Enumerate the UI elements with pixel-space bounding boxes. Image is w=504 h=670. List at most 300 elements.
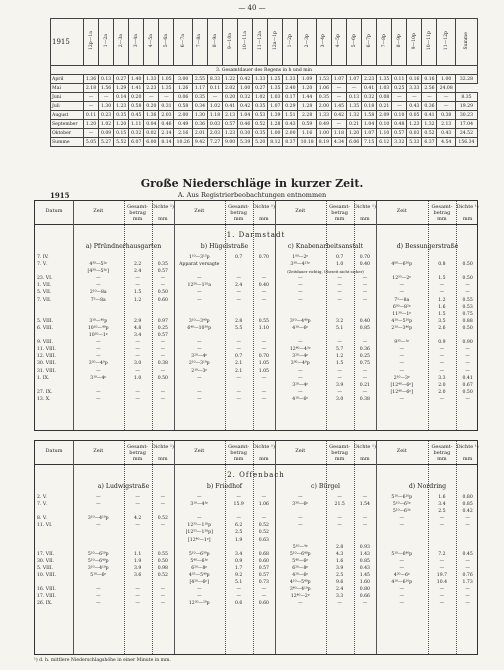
density-cell: 0.21 bbox=[359, 382, 370, 388]
hour-column-label: 2—3a bbox=[118, 34, 124, 48]
time-cell: 10¹⁰—⁴⁰p bbox=[87, 325, 109, 331]
duration-value: 0.21 bbox=[377, 102, 392, 111]
page-number: — 40 — bbox=[238, 4, 266, 12]
duration-value: 3.33 bbox=[407, 84, 422, 93]
density-cell: 0.93 bbox=[359, 544, 370, 550]
amount-cell: — bbox=[135, 347, 140, 353]
density-cell: 0.73 bbox=[258, 580, 269, 586]
amount-cell: 0.7 bbox=[234, 354, 243, 360]
date-cell: 10. VIII. bbox=[37, 573, 56, 579]
amount-cell: — bbox=[135, 502, 140, 508]
duration-value: 0.18 bbox=[362, 102, 377, 111]
table-row bbox=[35, 312, 477, 319]
amount-cell: 2.5 bbox=[438, 509, 446, 515]
duration-value: — bbox=[347, 84, 362, 93]
amount-cell: — bbox=[236, 375, 241, 381]
duration-value: 7.15 bbox=[362, 138, 377, 147]
amount-cell: 3.4 bbox=[133, 333, 142, 339]
datum-header: Datum bbox=[45, 208, 63, 214]
date-cell: 31. VIII. bbox=[37, 368, 56, 374]
date-cell: 12. VIII. bbox=[37, 354, 56, 360]
hour-column-header bbox=[159, 19, 174, 66]
duration-value: 0.05 bbox=[407, 111, 422, 120]
time-cell: — bbox=[399, 523, 405, 529]
amount-cell: — bbox=[236, 347, 241, 353]
time-cell: — bbox=[297, 297, 303, 303]
time-cell: — bbox=[399, 594, 405, 600]
gesamtbetrag-header: Gesamt-betrag bbox=[127, 444, 149, 456]
time-cell: [4²⁰—6ᵖ] bbox=[189, 580, 210, 586]
date-cell: 30. VII. bbox=[37, 558, 55, 564]
amount-cell: 0.8 bbox=[438, 262, 446, 268]
amount-cell: 2.9 bbox=[133, 318, 142, 324]
page-title: Große Niederschläge in kurzer Zeit. bbox=[140, 177, 364, 190]
time-cell: 3³⁰—4⁰p bbox=[290, 361, 310, 367]
duration-value: 1.32 bbox=[422, 120, 437, 129]
table-row bbox=[35, 580, 477, 587]
time-cell: — bbox=[399, 354, 405, 360]
gesamtbetrag-unit: mm bbox=[334, 216, 345, 222]
density-cell: 0.68 bbox=[258, 551, 269, 557]
hour-column-label: 1—2a bbox=[103, 34, 109, 48]
time-cell: — bbox=[399, 368, 405, 374]
table-row bbox=[35, 340, 477, 347]
time-cell: 12³⁵—1¹⁰p bbox=[187, 523, 212, 529]
amount-cell: — bbox=[439, 601, 445, 607]
date-cell: 11. VIII. bbox=[37, 347, 56, 353]
hour-column-header bbox=[144, 19, 159, 66]
amount-cell: — bbox=[439, 368, 445, 374]
duration-value: 10.18 bbox=[298, 138, 316, 147]
time-cell: 4²⁰—6ᵖ bbox=[292, 573, 309, 579]
amount-cell: 2.5 bbox=[234, 530, 243, 536]
hour-column-header bbox=[207, 19, 222, 66]
duration-value: 1.36 bbox=[144, 111, 159, 120]
amount-cell: — bbox=[439, 594, 445, 600]
time-cell: 5⁴⁰—6ᵖ bbox=[292, 558, 309, 564]
duration-value: 0.06 bbox=[174, 93, 192, 102]
duration-value: 2.18 bbox=[84, 84, 99, 93]
duration-value: — bbox=[392, 93, 407, 102]
duration-value: — bbox=[84, 102, 99, 111]
time-cell: — bbox=[95, 368, 101, 374]
duration-value: 1.53 bbox=[316, 75, 331, 84]
time-cell: — bbox=[196, 495, 202, 500]
hour-column-header bbox=[99, 19, 114, 66]
time-cell: [12⁴⁰—6ᵖ] bbox=[390, 382, 413, 388]
density-cell: 0.90 bbox=[462, 340, 473, 346]
duration-value: 2.00 bbox=[316, 102, 331, 111]
amount-cell: — bbox=[135, 340, 140, 346]
table-row bbox=[35, 566, 477, 573]
time-cell: — bbox=[95, 389, 101, 395]
duration-value: 1.18 bbox=[331, 129, 346, 138]
density-cell: — bbox=[261, 389, 267, 395]
density-cell: 0.85 bbox=[359, 325, 370, 331]
amount-cell: — bbox=[135, 283, 140, 289]
hour-column-label: 5—6a bbox=[163, 34, 169, 48]
hours-year: 1915 bbox=[51, 19, 84, 66]
density-cell: 0.57 bbox=[258, 565, 269, 571]
time-cell: 3⁴⁰—4¹⁰p bbox=[289, 587, 311, 593]
amount-cell: — bbox=[337, 340, 342, 346]
amount-cell: — bbox=[439, 523, 445, 529]
duration-value: 1.03 bbox=[268, 93, 283, 102]
density-cell: 0.50 bbox=[157, 375, 168, 381]
month-label: Mai bbox=[51, 84, 84, 93]
time-cell: — bbox=[95, 594, 101, 600]
duration-value: 0.32 bbox=[238, 93, 253, 102]
amount-cell: — bbox=[337, 389, 342, 395]
hour-column-label: 9—10a bbox=[227, 32, 233, 50]
zeit-header: Zeit bbox=[396, 208, 407, 214]
density-cell: 0.98 bbox=[157, 565, 168, 571]
amount-cell: — bbox=[439, 558, 445, 564]
dichte-header: Dichte ¹) bbox=[353, 204, 376, 210]
amount-cell: — bbox=[135, 523, 140, 529]
amount-cell: — bbox=[337, 601, 342, 607]
amount-cell: 9.6 bbox=[335, 580, 344, 586]
month-label: Juni bbox=[51, 93, 84, 102]
density-cell: — bbox=[160, 354, 166, 360]
time-cell: — bbox=[297, 523, 303, 529]
amount-cell: — bbox=[337, 290, 342, 296]
duration-value: 0.09 bbox=[99, 129, 114, 138]
duration-value: 0.20 bbox=[144, 102, 159, 111]
duration-value: 1.00 bbox=[437, 75, 455, 84]
time-cell: — bbox=[399, 283, 405, 289]
date-cell: 13. X. bbox=[37, 396, 51, 402]
amount-cell: 1.1 bbox=[133, 551, 142, 557]
zeit-header: Zeit bbox=[194, 208, 205, 214]
amount-cell: 0.7 bbox=[335, 255, 344, 260]
time-cell: — bbox=[196, 276, 202, 282]
duration-value: 1.00 bbox=[268, 129, 283, 138]
table-row bbox=[35, 559, 477, 566]
density-cell: — bbox=[362, 516, 368, 522]
density-cell: — bbox=[465, 558, 470, 564]
duration-value: 1.02 bbox=[207, 102, 222, 111]
hour-column-label: 7—8a bbox=[197, 34, 203, 48]
time-cell: (Zeitdauer richtig, Uhrzeit nicht sicher) bbox=[287, 269, 364, 275]
hour-column-header bbox=[392, 19, 407, 66]
amount-cell: 1.5 bbox=[335, 361, 344, 367]
duration-value: 4.34 bbox=[331, 138, 346, 147]
density-cell: — bbox=[160, 495, 166, 500]
duration-value: 1.11 bbox=[129, 120, 144, 129]
density-cell: — bbox=[465, 587, 470, 593]
offenbach-table bbox=[34, 440, 478, 655]
duration-value: 1.07 bbox=[268, 102, 283, 111]
amount-cell: — bbox=[135, 594, 140, 600]
station-name: a) Ludwigstraße bbox=[97, 483, 150, 490]
time-cell: 6³⁰—8²ᵖ bbox=[392, 304, 411, 310]
duration-value: 2.03 bbox=[207, 129, 222, 138]
density-cell: 1.43 bbox=[359, 551, 370, 557]
time-cell: 10²⁰—1ᵖ bbox=[88, 333, 108, 339]
time-cell: — bbox=[297, 276, 303, 282]
time-cell: — bbox=[95, 601, 101, 607]
amount-cell: — bbox=[337, 276, 342, 282]
amount-cell: 1.5 bbox=[438, 311, 446, 317]
amount-cell: 3.9 bbox=[335, 565, 344, 571]
hour-column-header bbox=[437, 19, 455, 66]
density-cell: 0.50 bbox=[462, 262, 473, 268]
time-cell: — bbox=[196, 297, 202, 303]
density-cell: 0.41 bbox=[462, 375, 473, 381]
density-cell: — bbox=[465, 368, 470, 374]
duration-value: 1.26 bbox=[174, 84, 192, 93]
duration-value: 0.27 bbox=[114, 75, 129, 84]
time-cell: — bbox=[196, 290, 202, 296]
date-cell: 5. VIII. bbox=[37, 318, 54, 324]
amount-cell: — bbox=[135, 389, 140, 395]
duration-value: 0.41 bbox=[223, 102, 238, 111]
duration-value: 1.17 bbox=[192, 84, 207, 93]
duration-value: 0.58 bbox=[129, 102, 144, 111]
gesamtbetrag-unit: mm bbox=[437, 216, 447, 222]
density-cell: — bbox=[465, 523, 470, 529]
dichte-header: Dichte ¹) bbox=[252, 444, 275, 450]
gesamtbetrag-unit: mm bbox=[437, 456, 447, 462]
station-name: c) Bürgel bbox=[311, 483, 340, 490]
density-cell: — bbox=[160, 601, 166, 607]
time-cell: 12⁴⁰—4³ᵖ bbox=[289, 347, 311, 353]
duration-value: 0.23 bbox=[99, 111, 114, 120]
duration-value: — bbox=[422, 93, 437, 102]
duration-value: 1.45 bbox=[331, 102, 346, 111]
time-cell: 12⁴⁰—2ᵖ bbox=[290, 594, 310, 600]
footnote: ¹) d. h. mittlere Niederschlagshöhe in einer Minute in mm. bbox=[34, 658, 171, 663]
density-cell: 0.53 bbox=[462, 304, 473, 310]
hour-column-header bbox=[377, 19, 392, 66]
hour-column-label: 10—11p bbox=[426, 31, 432, 51]
time-cell: 12⁵⁵—2ᵖ bbox=[392, 276, 412, 282]
duration-value: 0.32 bbox=[129, 129, 144, 138]
dichte-unit: mm bbox=[158, 456, 168, 462]
table-header bbox=[35, 201, 477, 225]
duration-value: 0.49 bbox=[174, 120, 192, 129]
duration-value: 6.37 bbox=[422, 138, 437, 147]
duration-value: 0.11 bbox=[207, 84, 222, 93]
density-cell: — bbox=[261, 276, 267, 282]
date-cell: 6. VIII. bbox=[37, 325, 54, 331]
duration-value: 0.58 bbox=[174, 102, 192, 111]
amount-cell: 2.8 bbox=[234, 318, 243, 324]
duration-value: 0.57 bbox=[392, 129, 407, 138]
time-cell: 7¹—8a bbox=[394, 297, 410, 303]
duration-value: — bbox=[144, 93, 159, 102]
hour-column-label: 7—8p bbox=[381, 34, 387, 48]
density-cell: — bbox=[465, 565, 470, 571]
table-row bbox=[35, 587, 477, 594]
duration-value: 2.55 bbox=[192, 75, 207, 84]
amount-cell: 9.2 bbox=[234, 573, 243, 579]
amount-cell: — bbox=[236, 340, 241, 346]
amount-cell: 5.1 bbox=[335, 325, 344, 331]
duration-value: 1.28 bbox=[268, 120, 283, 129]
density-cell: 0.85 bbox=[462, 502, 473, 508]
duration-value: 0.35 bbox=[316, 93, 331, 102]
amount-cell: — bbox=[439, 396, 445, 402]
table-row bbox=[35, 298, 477, 305]
time-cell: 5¹⁰—6ᵖ bbox=[90, 573, 107, 579]
duration-value: 1.51 bbox=[283, 111, 298, 120]
duration-value: 8.35 bbox=[455, 93, 477, 102]
duration-value: 0.03 bbox=[407, 129, 422, 138]
date-cell: 2. V. bbox=[37, 495, 47, 500]
time-cell: — bbox=[95, 347, 101, 353]
density-cell: — bbox=[362, 368, 368, 374]
duration-value: 0.35 bbox=[253, 102, 268, 111]
table-row bbox=[51, 75, 478, 84]
month-label: September bbox=[51, 120, 84, 129]
city-title: 1. Darmstadt bbox=[226, 231, 286, 239]
time-cell: — bbox=[95, 587, 101, 593]
gesamtbetrag-unit: mm bbox=[132, 216, 143, 222]
datum-header: Datum bbox=[45, 448, 63, 454]
date-cell: 17. VII. bbox=[37, 551, 55, 557]
duration-value: 1.30 bbox=[192, 111, 207, 120]
time-cell: — bbox=[297, 368, 303, 374]
amount-cell: 0.9 bbox=[438, 340, 446, 346]
amount-cell: 3.4 bbox=[234, 551, 243, 557]
table-row bbox=[35, 326, 477, 333]
month-label: Juli bbox=[51, 102, 84, 111]
density-cell: — bbox=[465, 601, 470, 607]
amount-cell: 3.5 bbox=[438, 318, 446, 324]
amount-cell: — bbox=[439, 347, 445, 353]
hour-column-label: 11—12a bbox=[257, 31, 263, 51]
hour-column-label: 10—11a bbox=[242, 31, 248, 51]
density-cell: 0.80 bbox=[462, 495, 473, 500]
hour-column-label: 4—5a bbox=[148, 34, 154, 48]
density-cell: — bbox=[160, 347, 166, 353]
time-cell: 3¹⁰—4ᵖ bbox=[90, 375, 107, 381]
table-row bbox=[51, 138, 478, 147]
duration-value: 5.27 bbox=[99, 138, 114, 147]
amount-cell: 2.1 bbox=[234, 368, 243, 374]
duration-value: 1.18 bbox=[207, 111, 222, 120]
duration-value: 1.20 bbox=[84, 120, 99, 129]
amount-cell: — bbox=[337, 375, 342, 381]
density-cell: 0.63 bbox=[258, 537, 269, 543]
duration-value: 6.00 bbox=[144, 138, 159, 147]
amount-cell: 2.4 bbox=[133, 269, 142, 275]
duration-value: 0.10 bbox=[377, 120, 392, 129]
duration-value: 1.25 bbox=[268, 75, 283, 84]
table-row bbox=[35, 347, 477, 354]
table-row bbox=[35, 545, 477, 552]
time-cell: — bbox=[399, 361, 405, 367]
duration-value: 2.01 bbox=[192, 129, 207, 138]
date-cell: 27. IX. bbox=[37, 389, 53, 395]
table-row bbox=[35, 290, 477, 297]
time-cell: 5¹⁰—6⁴⁰p bbox=[289, 551, 311, 557]
density-cell: 0.45 bbox=[462, 551, 473, 557]
amount-cell: — bbox=[337, 297, 342, 303]
time-cell: 3²⁰—4ᵖ bbox=[292, 382, 309, 388]
density-cell: — bbox=[362, 601, 368, 607]
table-row bbox=[51, 84, 478, 93]
duration-value: 5.05 bbox=[84, 138, 99, 147]
duration-value: 0.03 bbox=[207, 120, 222, 129]
duration-value: 0.21 bbox=[347, 120, 362, 129]
duration-value: — bbox=[99, 93, 114, 102]
amount-cell: 2.6 bbox=[438, 325, 446, 331]
density-cell: 1.73 bbox=[462, 580, 473, 586]
amount-cell: 2.2 bbox=[133, 262, 142, 268]
date-cell: 7. V. bbox=[37, 262, 47, 268]
duration-value: 1.33 bbox=[144, 75, 159, 84]
hour-column-header bbox=[238, 19, 253, 66]
density-cell: — bbox=[362, 389, 368, 395]
dichte-unit: mm bbox=[462, 216, 473, 222]
density-cell: 1.45 bbox=[359, 573, 370, 579]
amount-cell: — bbox=[135, 368, 140, 374]
duration-value: 0.52 bbox=[253, 120, 268, 129]
duration-value: 0.08 bbox=[377, 93, 392, 102]
time-cell: — bbox=[297, 516, 303, 522]
duration-value: 0.35 bbox=[114, 111, 129, 120]
hour-column-label: 9—10p bbox=[411, 32, 417, 50]
date-cell: 5. VII. bbox=[37, 290, 52, 296]
time-cell: [12⁴⁰—6ᵖ] bbox=[390, 389, 413, 395]
duration-value: 5.33 bbox=[407, 138, 422, 147]
duration-value: — bbox=[331, 120, 346, 129]
duration-value: 24.08 bbox=[437, 84, 455, 93]
gesamtbetrag-header: Gesamt-betrag bbox=[228, 444, 250, 456]
duration-value: — bbox=[84, 93, 99, 102]
hour-column-header bbox=[331, 19, 346, 66]
zeit-header: Zeit bbox=[93, 448, 104, 454]
density-cell: 0.85 bbox=[359, 558, 370, 564]
density-cell: 0.57 bbox=[258, 573, 269, 579]
time-cell: 3³⁰—6ᵖ bbox=[292, 502, 309, 508]
duration-value: 1.28 bbox=[298, 102, 316, 111]
time-cell: — bbox=[196, 516, 202, 522]
gesamtbetrag-header: Gesamt-betrag bbox=[431, 444, 453, 456]
duration-value: 1.29 bbox=[114, 84, 129, 93]
time-cell: — bbox=[196, 340, 202, 346]
density-cell: — bbox=[465, 347, 470, 353]
duration-value: 0.16 bbox=[422, 75, 437, 84]
time-cell: — bbox=[297, 601, 303, 607]
density-cell: 1.05 bbox=[258, 361, 269, 367]
duration-value: 0.13 bbox=[99, 75, 114, 84]
dichte-header: Dichte ¹) bbox=[151, 204, 174, 210]
density-cell: — bbox=[261, 375, 267, 381]
density-cell: 0.52 bbox=[157, 516, 168, 522]
duration-value: 3.32 bbox=[392, 138, 407, 147]
duration-value: 0.43 bbox=[283, 120, 298, 129]
zeit-header: Zeit bbox=[396, 448, 407, 454]
amount-cell: 1.5 bbox=[133, 290, 142, 296]
hour-column-label: 5—6p bbox=[351, 34, 357, 48]
zeit-header: Zeit bbox=[93, 208, 104, 214]
gesamtbetrag-unit: mm bbox=[233, 456, 244, 462]
amount-cell: 0.6 bbox=[234, 601, 243, 607]
density-cell: 0.97 bbox=[157, 318, 168, 324]
duration-value: 2.00 bbox=[174, 111, 192, 120]
density-cell: 0.40 bbox=[359, 262, 370, 268]
duration-value: 0.42 bbox=[238, 75, 253, 84]
density-cell: 0.38 bbox=[157, 361, 168, 367]
duration-value: 2.02 bbox=[223, 84, 238, 93]
density-cell: — bbox=[465, 283, 470, 289]
amount-cell: 1.6 bbox=[438, 304, 446, 310]
amount-cell: — bbox=[337, 516, 342, 522]
